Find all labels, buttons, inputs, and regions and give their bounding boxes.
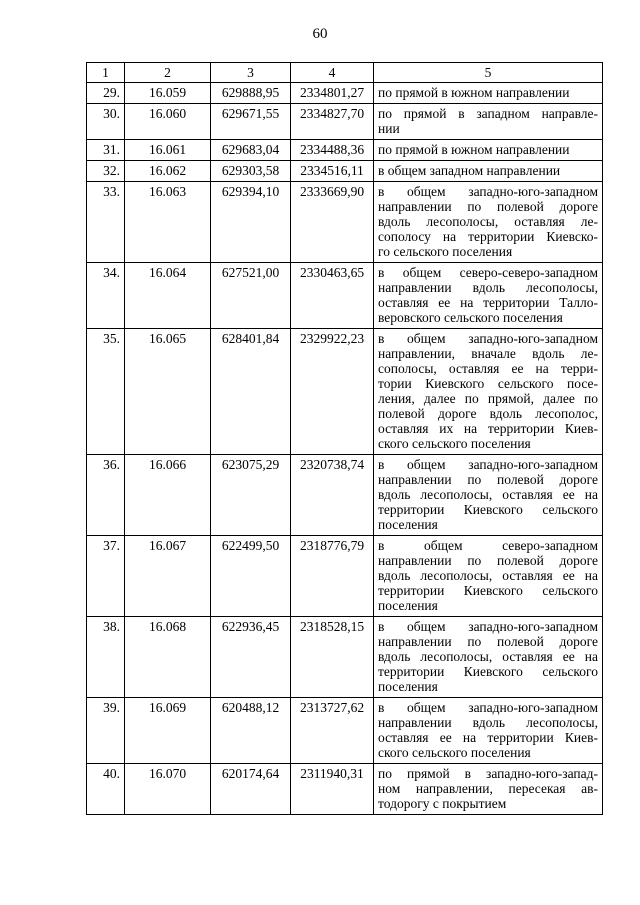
point-id: 16.066 — [125, 455, 211, 536]
point-id: 16.069 — [125, 698, 211, 764]
coordinate-x: 629303,58 — [211, 161, 291, 182]
description-line: направлении по полевой дороге — [378, 553, 598, 568]
description-line: вдоль лесополосы, оставляя ее на — [378, 649, 598, 664]
coordinate-y: 2320738,74 — [291, 455, 374, 536]
description-line: в общем западно-юго-западном — [378, 331, 598, 346]
description-line: направлении по полевой дороге — [378, 472, 598, 487]
table-row — [87, 161, 603, 182]
coordinate-y: 2334516,11 — [291, 161, 374, 182]
boundary-description — [374, 263, 603, 329]
boundary-description — [374, 536, 603, 617]
description-line: поселения — [378, 517, 438, 532]
coordinate-y: 2313727,62 — [291, 698, 374, 764]
coordinate-x: 627521,00 — [211, 263, 291, 329]
coordinate-x: 622936,45 — [211, 617, 291, 698]
table-body — [87, 83, 603, 815]
boundary-description — [374, 161, 603, 182]
description-line: вдоль лесополосы, оставляя ее на — [378, 568, 598, 583]
table-row — [87, 182, 603, 263]
description-line: го сельского поселения — [378, 244, 513, 259]
coordinate-y: 2334801,27 — [291, 83, 374, 104]
page-number: 60 — [312, 26, 328, 42]
coordinate-x: 629671,55 — [211, 104, 291, 140]
coordinate-x: 629888,95 — [211, 83, 291, 104]
description-line: тодорогу с покрытием — [378, 796, 507, 811]
coordinate-y: 2334488,36 — [291, 140, 374, 161]
boundary-description — [374, 182, 603, 263]
point-id: 16.064 — [125, 263, 211, 329]
boundary-description — [374, 455, 603, 536]
point-id: 16.065 — [125, 329, 211, 455]
description-line: вдоль лесополосы, оставляя ле- — [378, 214, 598, 229]
description-line: в общем западно-юго-западном — [378, 457, 598, 472]
coordinate-x: 623075,29 — [211, 455, 291, 536]
row-number: 31. — [87, 140, 125, 161]
description-line: направлении по полевой дороге — [378, 199, 598, 214]
table-row — [87, 764, 603, 815]
description-line: полевой дороге вдоль лесополос, — [378, 406, 598, 421]
point-id: 16.063 — [125, 182, 211, 263]
description-line: направлении вдоль лесополосы, — [378, 280, 598, 295]
row-number: 39. — [87, 698, 125, 764]
row-number: 38. — [87, 617, 125, 698]
description-line: тории Киевского сельского посе- — [378, 376, 598, 391]
description-line: по прямой в западно-юго-запад- — [378, 766, 598, 781]
point-id: 16.068 — [125, 617, 211, 698]
coordinate-y: 2318528,15 — [291, 617, 374, 698]
description-line: по прямой в южном направлении — [378, 142, 570, 157]
coordinate-y: 2334827,70 — [291, 104, 374, 140]
row-number: 35. — [87, 329, 125, 455]
boundary-description — [374, 698, 603, 764]
coordinate-y: 2311940,31 — [291, 764, 374, 815]
description-line: в общем западно-юго-западном — [378, 184, 598, 199]
point-id: 16.070 — [125, 764, 211, 815]
header-cell: 4 — [291, 63, 374, 83]
table-row — [87, 329, 603, 455]
point-id: 16.059 — [125, 83, 211, 104]
coordinate-x: 629683,04 — [211, 140, 291, 161]
row-number: 30. — [87, 104, 125, 140]
description-line: ского сельского поселения — [378, 745, 531, 760]
description-line: ского сельского поселения — [378, 436, 531, 451]
description-line: территории Киевского сельского — [378, 664, 598, 679]
description-line: ления, далее по прямой, далее по — [378, 391, 598, 406]
description-line: направлении, вначале вдоль ле- — [378, 346, 598, 361]
coordinate-y: 2330463,65 — [291, 263, 374, 329]
header-cell: 1 — [87, 63, 125, 83]
description-line: в общем северо-западном — [378, 538, 598, 553]
row-number: 32. — [87, 161, 125, 182]
boundary-description — [374, 617, 603, 698]
header-cell: 2 — [125, 63, 211, 83]
table-row — [87, 617, 603, 698]
header-cell: 3 — [211, 63, 291, 83]
table-row — [87, 140, 603, 161]
row-number: 36. — [87, 455, 125, 536]
coordinate-x: 622499,50 — [211, 536, 291, 617]
coordinate-y: 2318776,79 — [291, 536, 374, 617]
table-header-row — [87, 63, 603, 83]
coordinate-y: 2329922,23 — [291, 329, 374, 455]
row-number: 29. — [87, 83, 125, 104]
description-line: сополосу на территории Киевско- — [378, 229, 598, 244]
table-row — [87, 536, 603, 617]
header-cell: 5 — [374, 63, 603, 83]
description-line: в общем западно-юго-западном — [378, 700, 598, 715]
row-number: 34. — [87, 263, 125, 329]
table-row — [87, 104, 603, 140]
point-id: 16.062 — [125, 161, 211, 182]
boundary-coordinates-table — [86, 62, 603, 815]
boundary-description — [374, 140, 603, 161]
description-line: оставляя их на территории Киев- — [378, 421, 598, 436]
description-line: поселения — [378, 679, 438, 694]
boundary-description — [374, 83, 603, 104]
coordinate-x: 629394,10 — [211, 182, 291, 263]
table-row — [87, 83, 603, 104]
description-line: направлении по полевой дороге — [378, 634, 598, 649]
table-row — [87, 455, 603, 536]
description-line: поселения — [378, 598, 438, 613]
description-line: по прямой в южном направлении — [378, 85, 570, 100]
coordinate-x: 620488,12 — [211, 698, 291, 764]
description-line: в общем северо-северо-западном — [378, 265, 598, 280]
row-number: 37. — [87, 536, 125, 617]
boundary-description — [374, 764, 603, 815]
description-line: вдоль лесополосы, оставляя ее на — [378, 487, 598, 502]
description-line: по прямой в западном направле- — [378, 106, 598, 121]
boundary-description — [374, 104, 603, 140]
row-number: 40. — [87, 764, 125, 815]
point-id: 16.060 — [125, 104, 211, 140]
description-line: в общем западно-юго-западном — [378, 619, 598, 634]
coordinate-x: 628401,84 — [211, 329, 291, 455]
description-line: ном направлении, пересекая ав- — [378, 781, 598, 796]
coordinate-y: 2333669,90 — [291, 182, 374, 263]
description-line: нии — [378, 121, 400, 136]
point-id: 16.061 — [125, 140, 211, 161]
description-line: территории Киевского сельского — [378, 583, 598, 598]
point-id: 16.067 — [125, 536, 211, 617]
table-row — [87, 263, 603, 329]
description-line: в общем западном направлении — [378, 163, 561, 178]
description-line: сополосы, оставляя ее на терри- — [378, 361, 598, 376]
description-line: оставляя ее на территории Киев- — [378, 730, 598, 745]
table-row — [87, 698, 603, 764]
description-line: направлении вдоль лесополосы, — [378, 715, 598, 730]
row-number: 33. — [87, 182, 125, 263]
description-line: территории Киевского сельского — [378, 502, 598, 517]
coordinate-x: 620174,64 — [211, 764, 291, 815]
boundary-description — [374, 329, 603, 455]
description-line: веровского сельского поселения — [378, 310, 563, 325]
description-line: оставляя ее на территории Талло- — [378, 295, 598, 310]
